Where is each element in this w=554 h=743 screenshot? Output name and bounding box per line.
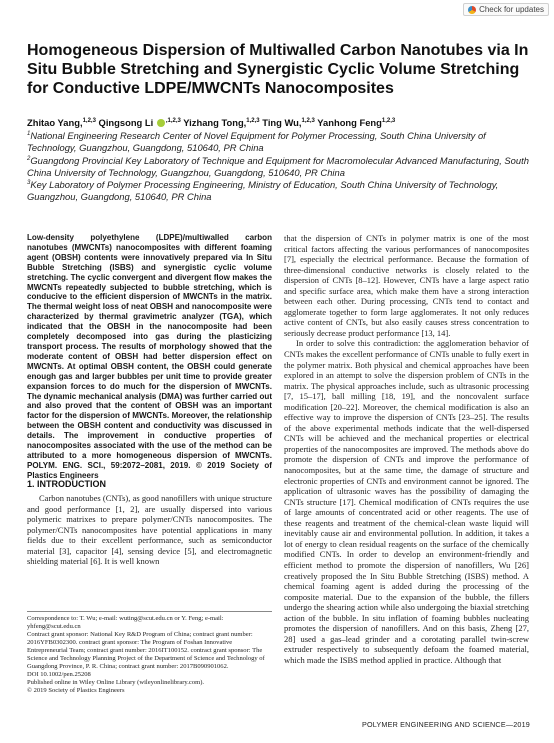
affiliation-item [27, 178, 532, 203]
abstract: Low-density polyethylene (LDPE)/multiwalled carbon nanotubes (MWCNTs) nanocomposites with different foaming agent (OBSH) contents were innovatively prepared via In Situ Bubble Stretching (ISBS) and synergistic cyclic volume stretching. The cyclic convergent and divergent flow makes the MWCNTs repeatedly subjected to bubble stretching, which is conducive to the efficient dispersion of MWCNTs in the matrix. The thermal weight loss of neat OBSH and nanocomposite were characterized by thermal gravimetric analyzer (TGA), which indicated that the OBSH in the nanocomposite had been completely decomposed into gas during the plasticizing transport process. The results of morphology showed that the moderate content of OBSH had better dispersion effect on MWCNTs. At optimal OBSH content, the OBSH could generate enough gas and larger bubbles per unit time to provide greater expansion forces to do much for the dispersion of MWCNTs. The dynamic mechanical analysis (DMA) was further carried out and also proved that the content of OBSH was an important factor for the dispersion of MWCNTs. Moreover, the relationship between the OBSH content and conductivity was discussed in details. The improvement in conductive properties of nanocomposites associated with the use of the method can be attributed to a more homogeneous dispersion of MWCNTs. POLYM. ENG. SCI., 59:2072–2081, 2019. © 2019 Society of Plastics Engineers [27, 233, 272, 480]
author-affil-sup: 1,2,3 [381, 117, 396, 124]
affil-text: National Engineering Research Center of Novel Equipment for Polymer Processing, South China University of Technology, Guangzhou, Guangdong, 510640, PR China [27, 130, 486, 153]
author-affil-sup: 1,2,3 [82, 117, 96, 124]
body-paragraph: that the dispersion of CNTs in polymer matrix is one of the most critical factors affecting the various performances of nanocomposites [7], especially the electrical performance. Because the formation of three-dimensional conductive networks is closely related to the dispersion of CNTs [8–12]. However, CNTs have a large aspect ratio and specific surface area, which make them have a strong interaction between each other. During processing, CNTs tend to contact and agglomerate together to form large agglomerates. It not only reduces active content of CNTs, but also easily causes stress concentration to seriously decrease product performance [13, 14]. [284, 233, 529, 338]
grant-note: Contract grant sponsor: National Key R&D Program of China; contract grant number: 2016YFB0302300. contract grant sponsor: The Program of Foshan Innovative Entrepreneurial Team; contract grant number: 2016IT100152. contract grant sponsor: The Science and Technology Planning Project of the Department of Science and Technology of Guangdong Province, P. R. China; contract grant number: 2017B090901062. [27, 631, 265, 670]
affiliations [27, 129, 532, 203]
footnotes [27, 611, 272, 695]
section-heading-introduction: 1. INTRODUCTION [27, 479, 107, 489]
affil-sup: 3 [27, 180, 31, 187]
author-name: Yizhang Tong, [183, 117, 247, 128]
author-list [27, 117, 532, 128]
paper-title: Homogeneous Dispersion of Multiwalled Carbon Nanotubes via In Situ Bubble Stretching and Synergistic Cyclic Volume Stretching for Conductive LDPE/MWCNTs Nanocomposites [27, 42, 529, 97]
copyright-note: © 2019 Society of Plastics Engineers [27, 687, 125, 694]
author-name: Zhitao Yang, [27, 117, 83, 128]
author-affil-sup: 1,2,3 [301, 117, 315, 124]
affiliation-item [27, 154, 532, 179]
affil-sup: 1 [27, 131, 31, 137]
correspondence-note: Correspondence to: T. Wu; e-mail: wuting@scut.edu.cn or Y. Feng; e-mail: yhfeng@scut.edu.cn [27, 615, 224, 630]
affil-sup: 2 [27, 155, 31, 162]
doi-note: DOI 10.1002/pen.25208 [27, 671, 91, 678]
author-affil-sup: ,1,2,3 [165, 117, 181, 124]
right-column-text [284, 233, 529, 665]
journal-footer: POLYMER ENGINEERING AND SCIENCE—2019 [361, 720, 530, 729]
author-affil-sup: 1,2,3 [246, 117, 260, 124]
badge-label: Check for updates [479, 5, 544, 14]
check-for-updates-badge[interactable] [463, 3, 549, 16]
introduction-paragraph: Carbon nanotubes (CNTs), as good nanofillers with unique structure and good performance [1, 2], are usually dispersed into various polymeric matrixes to prepare polymer/CNTs nanocomposites. The polymer/CNTs nanocomposites have potential applications in many fields due to their excellent performance, such as semiconductor material [3], capacitor [4], sensing device [5], and electromagnetic shielding material [6]. It is well known [27, 493, 272, 567]
author-name: Yanhong Feng [317, 117, 382, 128]
affil-text: Guangdong Provincial Key Laboratory of Technique and Equipment for Macromolecular Advanced Manufacturing, South China University of Technology, Guangzhou, Guangdong, 510640, PR China [27, 154, 529, 178]
author-name: Qingsong Li [98, 117, 154, 128]
crossmark-icon [468, 6, 476, 14]
body-paragraph: In order to solve this contradiction: the agglomeration behavior of CNTs makes the excellent performance of CNTs unable to fully exert in the polymer matrix. Both physical and chemical approaches have been explored in an attempt to solve the dispersion problem of CNTs in the matrix. The physical approaches include, such as ultrasonic processing [7, 15–17], ball milling [18, 19], and the noncovalent surface modification [20–22]. Moreover, the chemical modification is also an effective way to improve the dispersion of CNTs [23–25]. The results of the above experimental methods indicate that the well-dispersed CNTs will be achieved and the mechanical properties or electrical properties of the nanocomposites are improved. The methods above do promote the dispersion of CNTs and improve the performance of nanocomposites, but at the same time, the damage of structure and electronic properties of CNTs and environment cannot be ignored. The application of ultrasonic waves has the possibility of damaging the CNTs structure [17]. Chemical modification of CNTs requires the use of large amounts of concentrated acid or other reagents. The use of these reagents and treatment of the chemical-clean waste liquid will inevitably cause air and environmental pollution. In addition, it takes a lot of energy to clean residual reagents on the surface of the chemically modified CNTs. In order to develop an environment-friendly and efficient method to promote the dispersion of nanofillers, Wu [26] creatively proposed the In Situ Bubble Stretching (ISBS) method. A chemical foaming agent is added during the processing of the composite material. Due to the expansion of the bubble, the fillers undergo the shearing action while also undergoing the biaxial stretching action of the bubble. In situ inflation of foaming bubbles nucleating promotes the dispersion of nanofillers. And on this basis, Zheng [27, 28] used a gas–lead grinder and a corotating parallel twin-screw extruder respectively to subsequently defoam the foamed material, which made the ISBS method applied in practice. Although that [284, 338, 529, 665]
orcid-icon[interactable] [157, 119, 165, 127]
author-name: Ting Wu, [262, 117, 302, 128]
published-online-note: Published online in Wiley Online Library (wileyonlinelibrary.com). [27, 679, 205, 686]
affiliation-item [27, 129, 532, 154]
affil-text: Key Laboratory of Polymer Processing Engineering, Ministry of Education, South China University of Technology, Guangzhou, Guangdong, 510640, PR China [27, 179, 499, 203]
